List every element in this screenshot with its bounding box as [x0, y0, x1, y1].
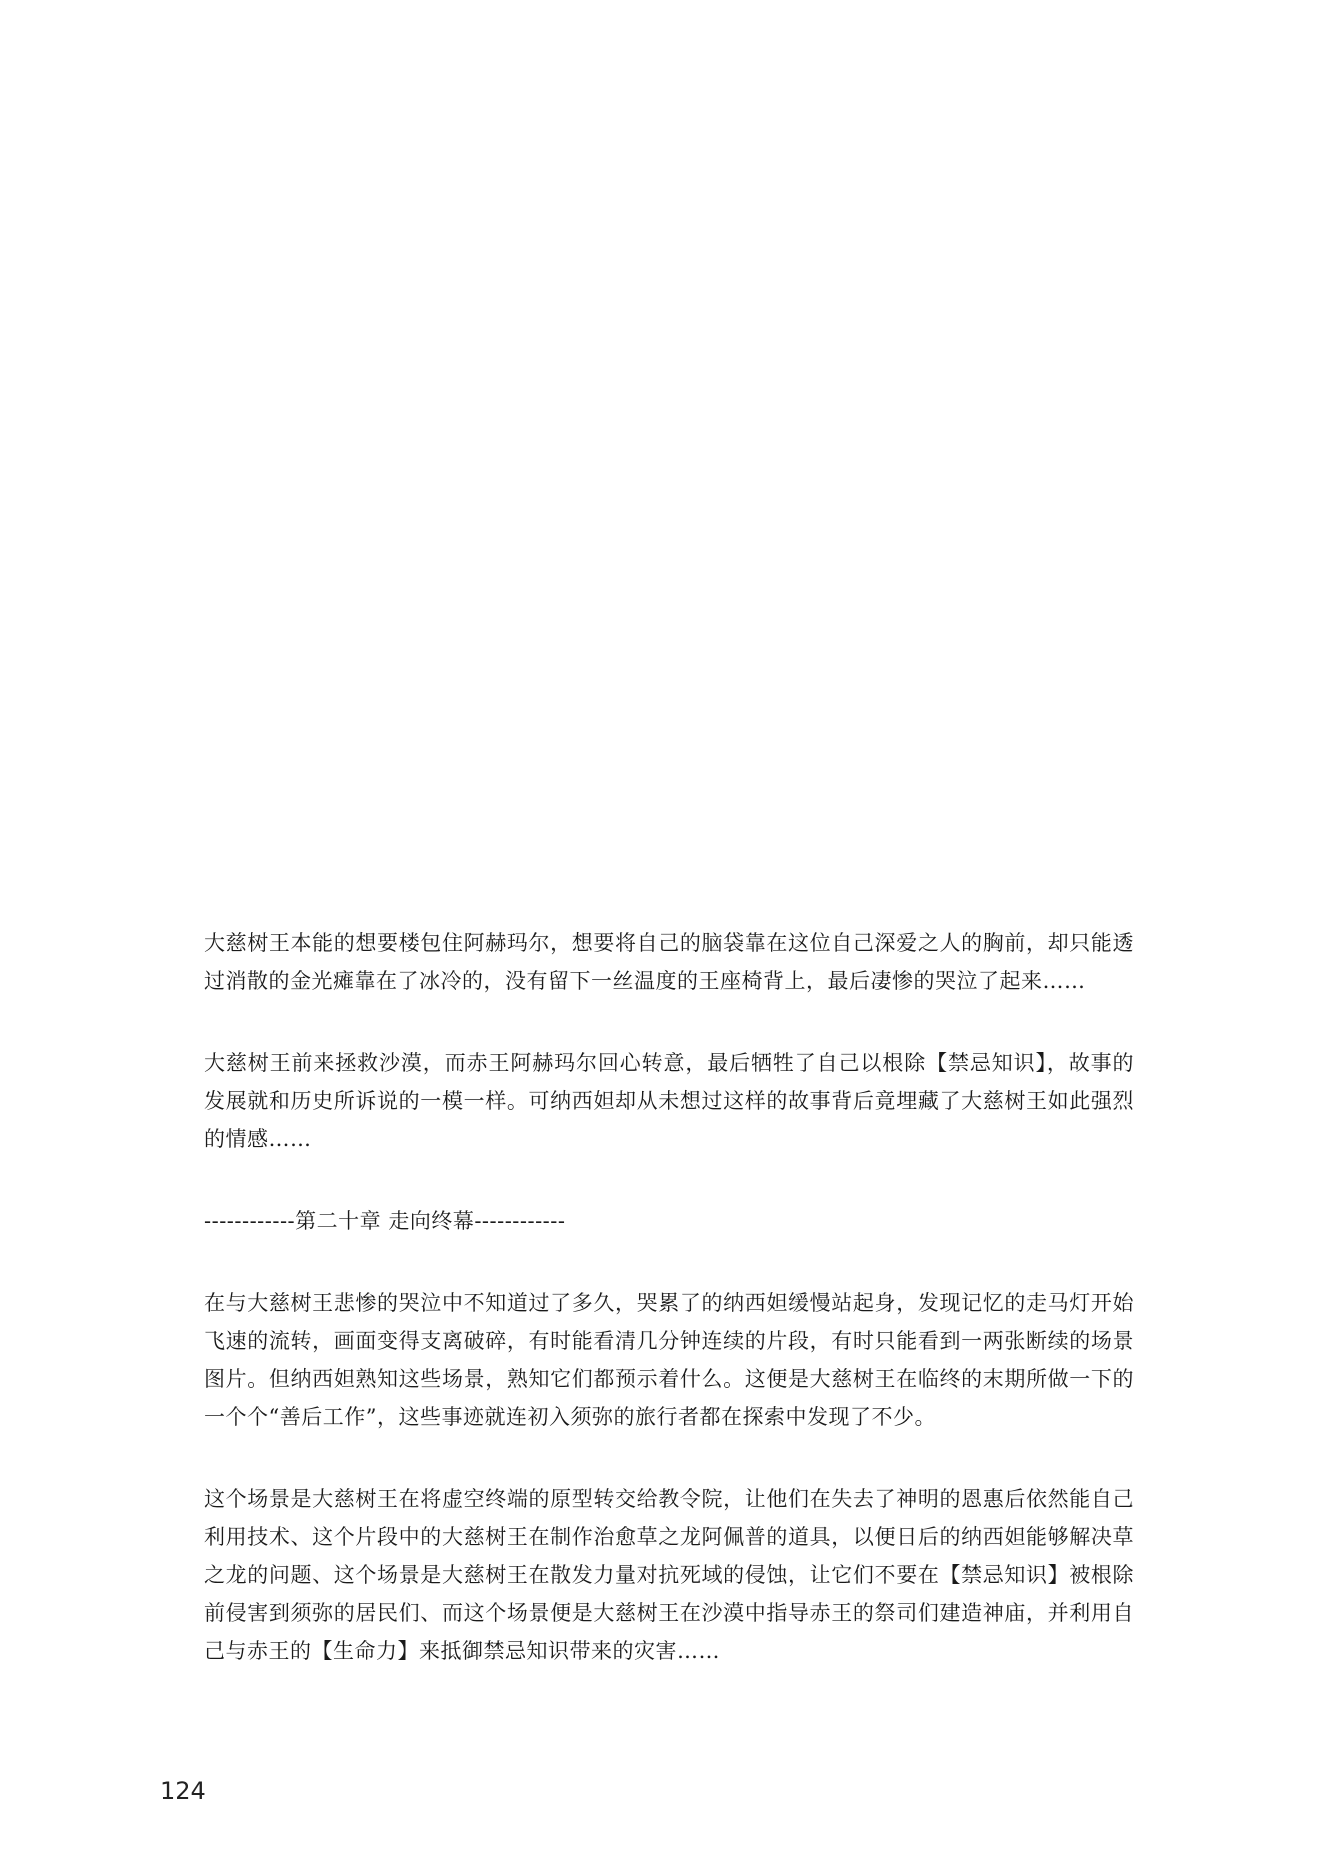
paragraph: 大慈树王本能的想要楼包住阿赫玛尔，想要将自己的脑袋靠在这位自己深爱之人的胸前，却只能透过消散的金光瘫靠在了冰冷的，没有留下一丝温度的王座椅背上，最后凄惨的哭泣了起来…… [204, 931, 1134, 993]
paragraph: 大慈树王前来拯救沙漠，而赤王阿赫玛尔回心转意，最后牺牲了自己以根除【禁忌知识】，故事的发展就和历史所诉说的一模一样。可纳西妲却从未想过这样的故事背后竟埋藏了大慈树王如此强烈的情感…… [204, 1051, 1134, 1151]
chapter-heading: ------------第二十章 走向终幕------------ [204, 1209, 566, 1233]
body-text [204, 924, 1134, 1670]
paragraph: 在与大慈树王悲惨的哭泣中不知道过了多久，哭累了的纳西妲缓慢站起身，发现记忆的走马灯开始飞速的流转，画面变得支离破碎，有时能看清几分钟连续的片段，有时只能看到一两张断续的场景图片。但纳西妲熟知这些场景，熟知它们都预示着什么。这便是大慈树王在临终的末期所做一下的一个个“善后工作”，这些事迹就连初入须弥的旅行者都在探索中发现了不少。 [204, 1291, 1134, 1429]
page-number: 124 [160, 1777, 206, 1805]
paragraph: 这个场景是大慈树王在将虚空终端的原型转交给教令院，让他们在失去了神明的恩惠后依然能自己利用技术、这个片段中的大慈树王在制作治愈草之龙阿佩普的道具，以便日后的纳西妲能够解决草之龙的问题、这个场景是大慈树王在散发力量对抗死域的侵蚀，让它们不要在【禁忌知识】被根除前侵害到须弥的居民们、而这个场景便是大慈树王在沙漠中指导赤王的祭司们建造神庙，并利用自己与赤王的【生命力】来抵御禁忌知识带来的灾害…… [204, 1487, 1134, 1663]
